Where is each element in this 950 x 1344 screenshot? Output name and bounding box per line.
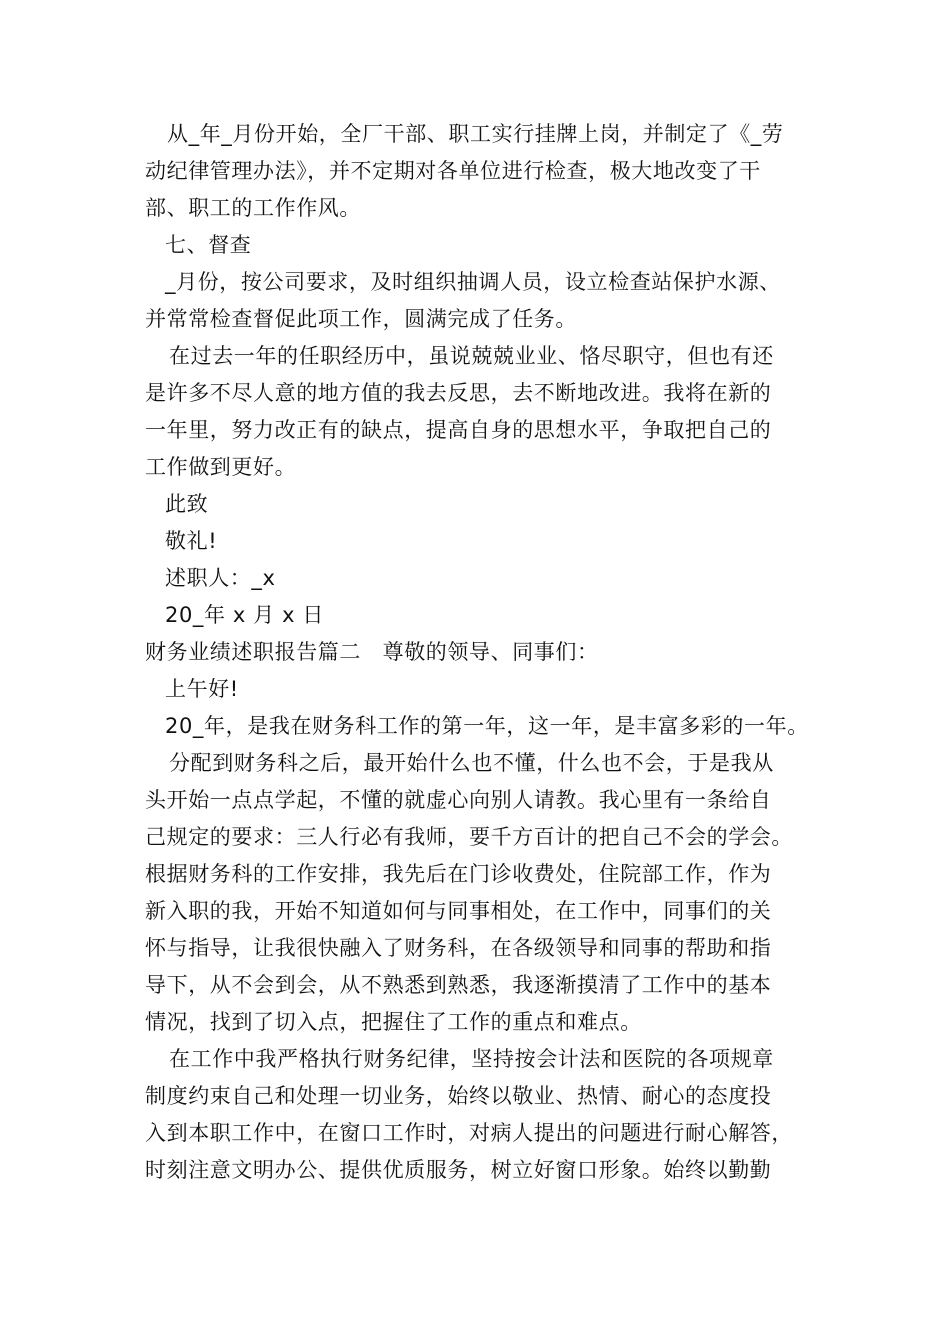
paragraph-line: 是许多不尽人意的地方值的我去反思，去不断地改进。我将在新的 [145,381,772,405]
paragraph-line: 20_年，是我在财务科工作的第一年，这一年，是丰富多彩的一年。 [165,714,809,738]
paragraph-line: 在过去一年的任职经历中，虽说兢兢业业、恪尽职守，但也有还 [169,344,774,368]
closing-line: 此致 [165,492,209,516]
paragraph-line: 分配到财务科之后，最开始什么也不懂，什么也不会，于是我从 [169,751,774,775]
paragraph-line: 头开始一点点学起，不懂的就虚心向别人请教。我心里有一条给自 [145,788,772,812]
paragraph-line: 根据财务科的工作安排，我先后在门诊收费处，住院部工作，作为 [145,862,772,886]
document-body [145,116,825,1189]
paragraph-line: 导下，从不会到会，从不熟悉到熟悉，我逐渐摸清了工作中的基本 [145,973,772,997]
paragraph-line: 制度约束自己和处理一切业务，始终以敬业、热情、耐心的态度投 [145,1084,772,1108]
paragraph-line: 新入职的我，开始不知道如何与同事相处，在工作中，同事们的关 [145,899,772,923]
paragraph-line: 动纪律管理办法》，并不定期对各单位进行检查，极大地改变了干 [145,159,761,183]
section-heading: 七、督查 [165,233,252,257]
paragraph-line: 一年里，努力改正有的缺点，提高自身的思想水平，争取把自己的 [145,418,772,442]
paragraph-line: 己规定的要求：三人行必有我师，要千方百计的把自己不会的学会。 [145,825,793,849]
paragraph-line: _月份，按公司要求，及时组织抽调人员，设立检查站保护水源、 [165,270,781,294]
paragraph-line: 怀与指导，让我很快融入了财务科，在各级领导和同事的帮助和指 [145,936,772,960]
paragraph-line: 并常常检查督促此项工作，圆满完成了任务。 [145,307,577,331]
paragraph-line: 情况，找到了切入点，把握住了工作的重点和难点。 [145,1010,642,1034]
signature-line: 述职人：_x [165,566,276,590]
paragraph-line: 从_年_月份开始，全厂干部、职工实行挂牌上岗，并制定了《_劳 [167,122,784,146]
date-line: 20_年 x 月 x 日 [165,603,324,627]
paragraph-line: 在工作中我严格执行财务纪律，坚持按会计法和医院的各项规章 [169,1047,774,1071]
paragraph-line: 入到本职工作中，在窗口工作时，对病人提出的问题进行耐心解答， [145,1121,793,1145]
greeting-line: 上午好! [165,677,239,701]
paragraph-line: 时刻注意文明办公、提供优质服务，树立好窗口形象。始终以勤勤 [145,1158,772,1182]
paragraph-line: 部、职工的工作作风。 [145,196,361,220]
section-title: 财务业绩述职报告篇二 尊敬的领导、同事们： [145,640,599,664]
closing-line: 敬礼! [165,529,218,553]
paragraph-line: 工作做到更好。 [145,455,297,479]
